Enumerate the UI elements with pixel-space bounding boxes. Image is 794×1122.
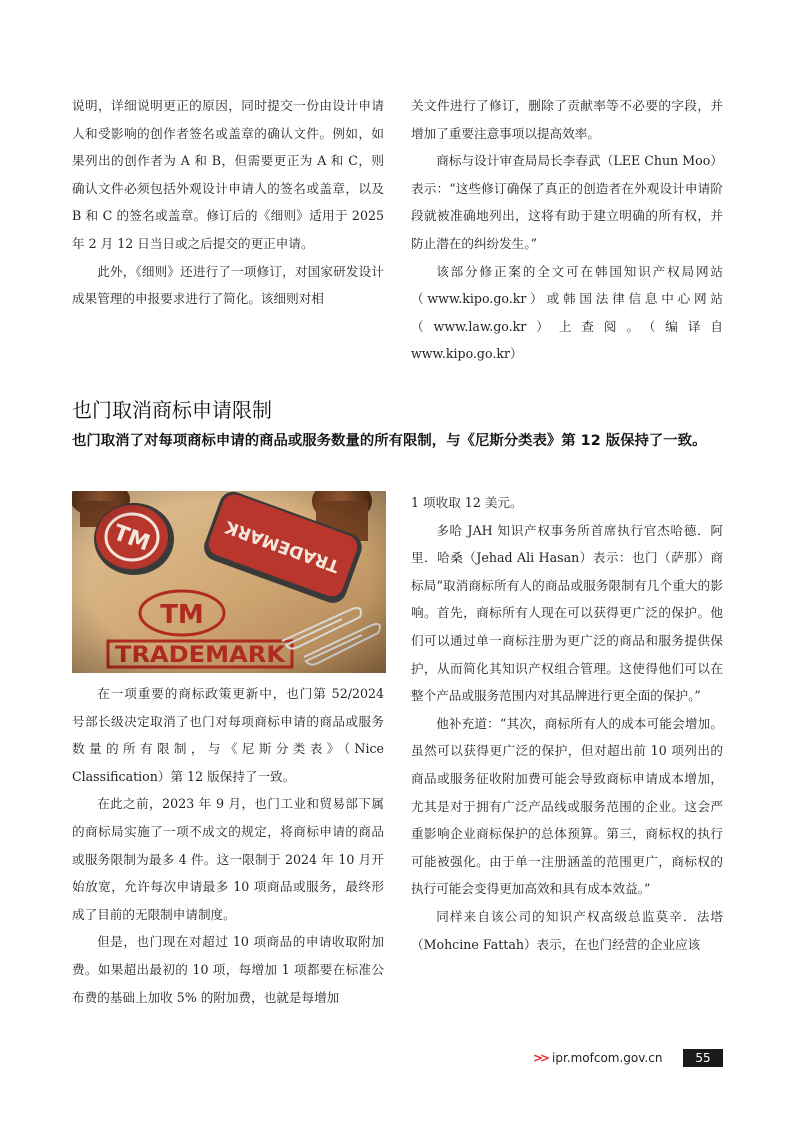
article-right-column xyxy=(411,489,723,958)
paragraph: 该部分修正案的全文可在韩国知识产权局网站（www.kipo.go.kr）或韩国法律信息中心网站（www.law.go.kr）上查阅。（编译自 www.kipo.go.kr） xyxy=(411,263,723,362)
paragraph: 但是，也门现在对超过 10 项商品的申请收取附加费。如果超出最初的 10 项，每增加 1 项都要在标准公布费的基础上加收 5% 的附加费，也就是每增加 xyxy=(72,934,384,1005)
paragraph: 多哈 JAH 知识产权事务所首席执行官杰哈德．阿里．哈桑（Jehad Ali Hasan）表示：也门（萨那）商标局“取消商标所有人的商品或服务限制有几个重大的影响。首先，商标所有人现在可以获得更广泛的保护。他们可以通过单一商标注册为更广泛的商品和服务提供保护，从而简化其知识产权组合管理。这使得他们可以在整个产品或服务范围内对其品牌进行更全面的保护。” xyxy=(411,522,723,704)
page-number: 55 xyxy=(683,1049,723,1067)
paragraph: 在一项重要的商标政策更新中，也门第 52/2024 号部长级决定取消了也门对每项商标申请的商品或服务数量的所有限制，与《尼斯分类表》（Nice Classification）第 12 版保持了一致。 xyxy=(72,686,384,784)
top-left-column xyxy=(72,92,384,313)
paragraph: 他补充道：“其次，商标所有人的成本可能会增加。虽然可以获得更广泛的保护，但对超出前 10 项列出的商品或服务征收附加费可能会导致商标申请成本增加，尤其是对于拥有广泛产品线或服务范围的企业。这会严重影响企业商标保护的总体预算。第三，商标权的执行可能被强化。由于单一注册涵盖的范围更广，商标权的执行可能会变得更加高效和具有成本效益。” xyxy=(411,715,723,897)
top-right-column xyxy=(411,92,723,368)
paragraph: 商标与设计审查局局长李春武（LEE Chun Moo）表示：“这些修订确保了真正的创造者在外观设计申请阶段就被准确地列出，这将有助于建立明确的所有权，并防止潜在的纠纷发生。” xyxy=(411,153,723,251)
paragraph: 在此之前，2023 年 9 月，也门工业和贸易部下属的商标局实施了一项不成文的规定，将商标申请的商品或服务限制为最多 4 件。这一限制于 2024 年 10 月开始放宽，允许每次申请最多 10 项商品或服务，最终形成了目前的无限制申请制度。 xyxy=(72,796,384,922)
paragraph: 1 项收取 12 美元。 xyxy=(411,495,523,510)
footer-website-link[interactable]: ipr.mofcom.gov.cn xyxy=(552,1051,663,1065)
paragraph: 同样来自该公司的知识产权高级总监莫辛．法塔（Mohcine Fattah）表示，在也门经营的企业应该 xyxy=(411,908,723,952)
article-left-column xyxy=(72,680,384,1011)
trademark-stamps-photo xyxy=(72,491,386,673)
paragraph: 说明，详细说明更正的原因，同时提交一份由设计申请人和受影响的创作者签名或盖章的确认文件。例如，如果列出的创作者为 A 和 B，但需要更正为 A 和 C，则确认文件必须包括外观设计申请人的签名或盖章，以及 B 和 C 的签名或盖章。修订后的《细则》适用于 2025 年 2 月 12 日当日或之后提交的更正申请。 xyxy=(72,98,384,251)
article-title: 也门取消商标申请限制 xyxy=(72,398,272,422)
paragraph: 此外，《细则》还进行了一项修订，对国家研发设计成果管理的申报要求进行了简化。该细则对相 xyxy=(72,263,384,307)
paragraph: 关文件进行了修订，删除了贡献率等不必要的字段，并增加了重要注意事项以提高效率。 xyxy=(411,98,723,141)
chevrons-icon: >> xyxy=(533,1051,548,1065)
article-subtitle: 也门取消了对每项商标申请的商品或服务数量的所有限制，与《尼斯分类表》第 12 版保持了一致。 xyxy=(72,433,707,449)
